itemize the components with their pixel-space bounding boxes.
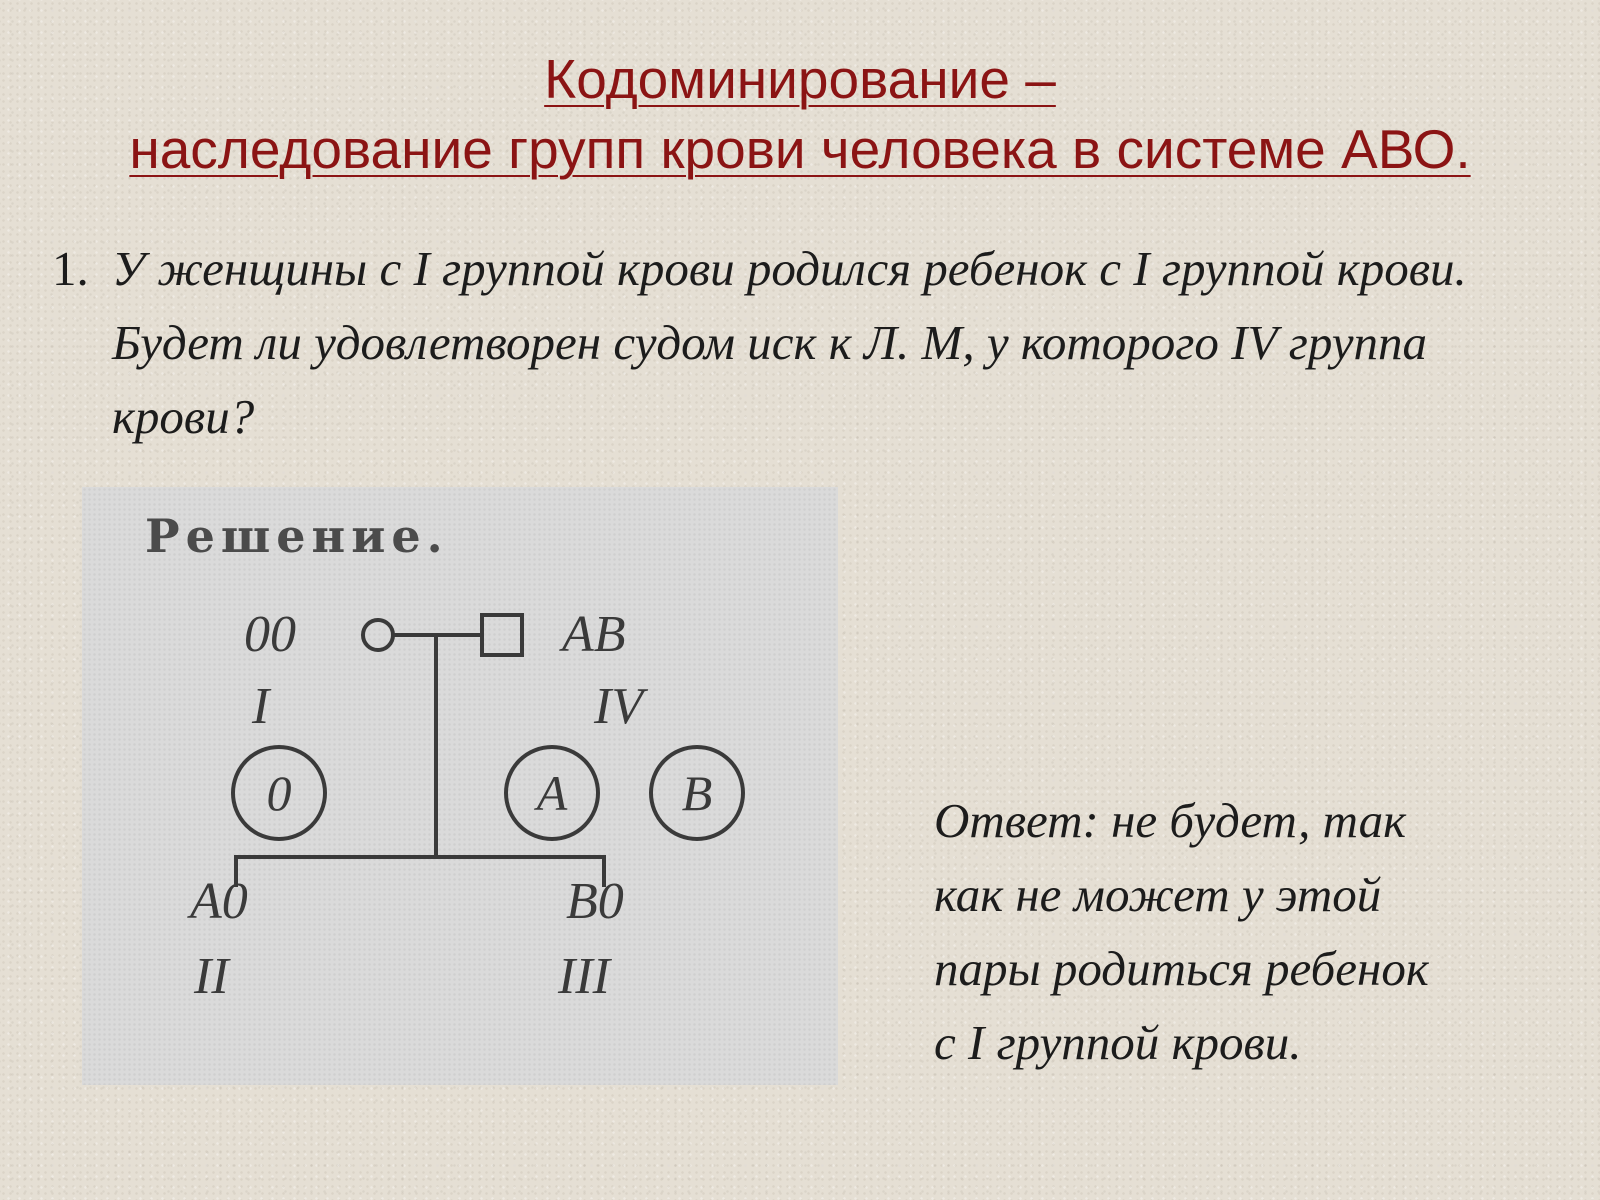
task-1 bbox=[52, 232, 1552, 454]
answer-line-3: пары родиться ребенок bbox=[934, 941, 1429, 996]
mother-genotype: 00 bbox=[244, 606, 296, 663]
mother-group: I bbox=[252, 678, 270, 735]
slide-title bbox=[0, 44, 1600, 184]
child-2-genotype: B0 bbox=[566, 873, 624, 930]
answer-text bbox=[934, 784, 1554, 1080]
title-line-1: Кодоминирование – bbox=[544, 48, 1056, 110]
father-genotype: AB bbox=[562, 606, 626, 663]
gamete-0-label: 0 bbox=[266, 765, 292, 821]
child-1-group: II bbox=[194, 948, 229, 1005]
solution-figure bbox=[82, 487, 838, 1085]
task-number: 1. bbox=[52, 241, 89, 296]
child-1-genotype: A0 bbox=[190, 873, 248, 930]
gamete-b-label: B bbox=[681, 765, 713, 821]
answer-line-2: как не может у этой bbox=[934, 867, 1382, 922]
mother-symbol bbox=[363, 620, 393, 650]
answer-line-1: Ответ: не будет, так bbox=[934, 793, 1407, 848]
answer-line-4: с I группой крови. bbox=[934, 1015, 1302, 1070]
title-line-2: наследование групп крови человека в системе АВО. bbox=[129, 118, 1471, 180]
task-text: У женщины с I группой крови родился ребенок с I группой крови. Будет ли удовлетворен судом иск к Л. М, у которого IV группа крови? bbox=[112, 241, 1467, 444]
gamete-a-label: A bbox=[536, 765, 568, 821]
father-group: IV bbox=[594, 678, 644, 735]
child-2-group: III bbox=[558, 948, 610, 1005]
solution-heading: Решение. bbox=[145, 509, 449, 563]
father-symbol bbox=[482, 615, 522, 655]
